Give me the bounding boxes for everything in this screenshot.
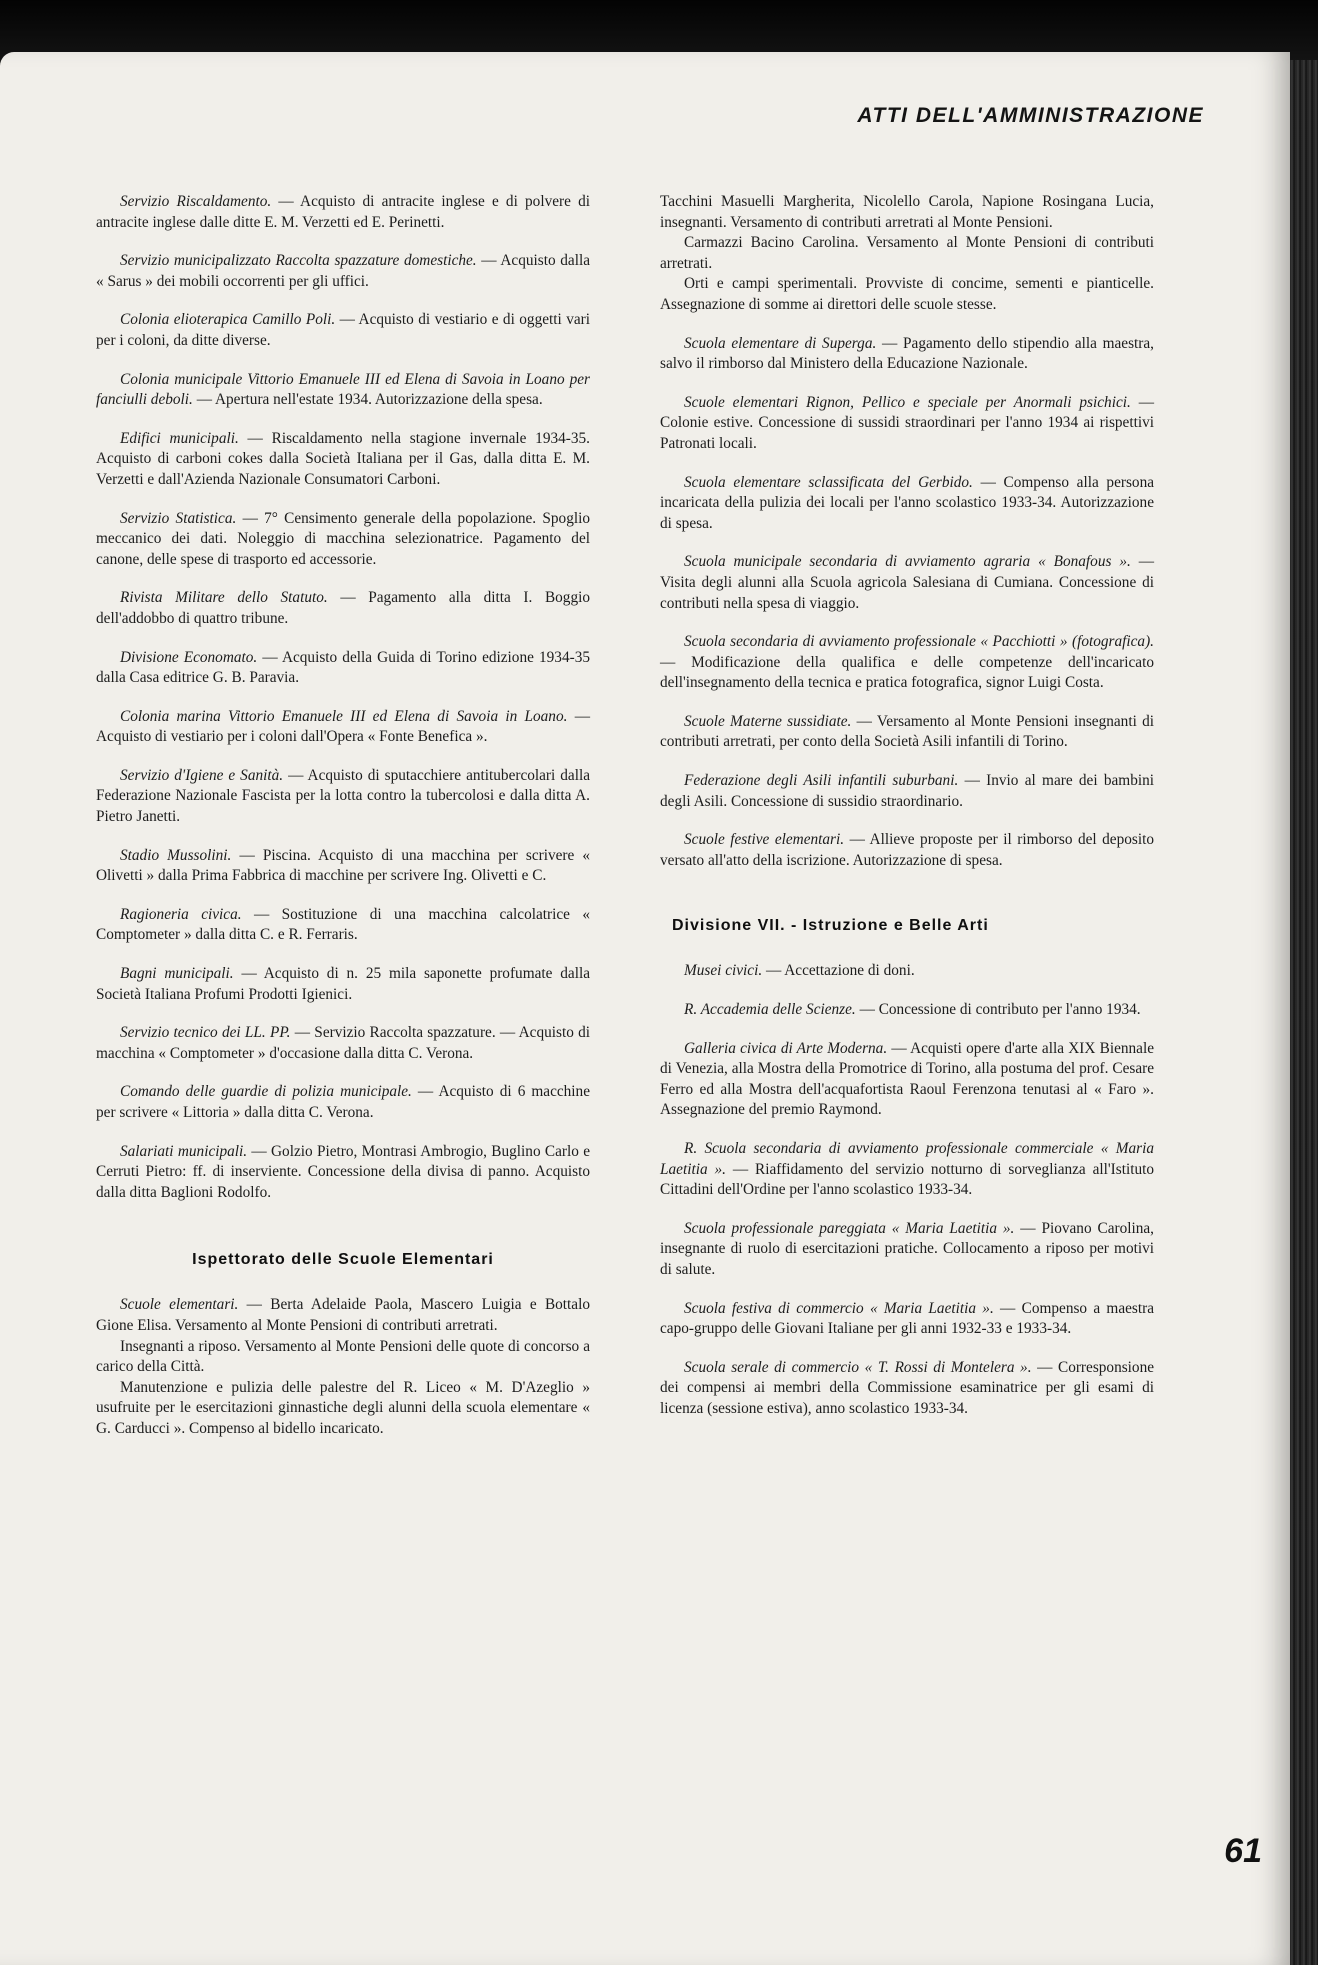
- page-header: ATTI DELL'AMMINISTRAZIONE: [857, 104, 1204, 127]
- entry-heading: Scuole Materne sussidiate.: [684, 712, 852, 730]
- entry-heading: Divisione Economato.: [120, 648, 258, 666]
- entry-body: — Colonie estive. Concessione di sussidi straordinari per l'anno 1934 ai rispettivi Patronati locali.: [660, 393, 1154, 452]
- entry-colonia-loano: [96, 370, 590, 411]
- entry-scuola-professionale-laetitia: [660, 1219, 1154, 1281]
- entry-heading: Rivista Militare dello Statuto.: [120, 589, 328, 607]
- entry-heading: Musei civici.: [684, 962, 763, 980]
- entry-body: — Accettazione di doni.: [762, 962, 915, 980]
- entry-musei-civici: [660, 961, 1154, 982]
- section-title-ispettorato: Ispettorato delle Scuole Elementari: [192, 1251, 494, 1269]
- entry-heading: Scuola festiva di commercio « Maria Laetitia ».: [684, 1299, 994, 1317]
- entry-scuola-superga: [660, 334, 1154, 375]
- entry-heading: Scuola elementare sclassificata del Gerbido.: [684, 473, 973, 491]
- entry-heading: Galleria civica di Arte Moderna.: [684, 1039, 888, 1057]
- entry-body: — Acquisto della Guida di Torino edizione 1934-35 dalla Casa editrice G. B. Paravia.: [96, 648, 590, 687]
- entry-scuola-serale-commercio: [660, 1358, 1154, 1420]
- entry-paragraph: Insegnanti a riposo. Versamento al Monte Pensioni delle quote di concorso a carico della Città.: [96, 1337, 590, 1376]
- entry-body: — Riscaldamento nella stagione invernale 1934-35. Acquisto di carboni cokes dalla Società Italiana per il Gas, dalla ditta E. M. Verzetti e dall'Azienda Nazionale Consumatori Carboni.: [96, 429, 590, 488]
- entry-paragraph: Carmazzi Bacino Carolina. Versamento al Monte Pensioni di contributi arretrati.: [660, 234, 1154, 272]
- entry-paragraph: Manutenzione e pulizia delle palestre del R. Liceo « M. D'Azeglio » usufruite per le esercitazioni ginnastiche degli alunni della scuola elementare « G. Carducci ». Compenso al bidello incaricato.: [96, 1378, 590, 1437]
- entry-ragioneria-civica: [96, 905, 590, 946]
- entry-body: — Invio al mare dei bambini degli Asili. Concessione di sussidio straordinario.: [660, 772, 1155, 810]
- entry-scuola-bonafous: [660, 552, 1154, 614]
- entry-heading: Scuole elementari.: [120, 1296, 239, 1314]
- entry-heading: Scuole festive elementari.: [684, 831, 845, 849]
- entry-intro-continuation: [660, 192, 1154, 316]
- entry-heading: Bagni municipali.: [120, 965, 234, 983]
- entry-body: — Apertura nell'estate 1934. Autorizzazione della spesa.: [192, 391, 543, 409]
- entry-body: — Acquisto di n. 25 mila saponette profumate dalla Società Italiana Profumi Prodotti Igienici.: [96, 965, 590, 1003]
- entry-scuola-commerciale-laetitia: [660, 1139, 1154, 1201]
- entry-body: — Acquisto dalla « Sarus » dei mobili occorrenti per gli uffici.: [96, 252, 590, 290]
- entry-body: — Riaffidamento del servizio notturno di sorveglianza all'Istituto Cittadini dell'Ordine per l'anno scolastico 1933-34.: [660, 1160, 1154, 1199]
- entry-paragraph: Orti e campi sperimentali. Provviste di concime, sementi e pianticelle. Assegnazione di somme ai direttori delle scuole stesse.: [660, 275, 1154, 313]
- entry-colonia-elioterapica: [96, 310, 590, 351]
- entry-body: — Sostituzione di una macchina calcolatrice « Comptometer » dalla ditta C. e R. Ferraris.: [96, 905, 590, 944]
- entry-heading: Scuola serale di commercio « T. Rossi di Montelera ».: [684, 1358, 1032, 1376]
- entry-heading: Scuola secondaria di avviamento professionale « Pacchiotti » (fotografica).: [684, 633, 1154, 651]
- entry-paragraph: Tacchini Masuelli Margherita, Nicolello Carola, Napione Rosingana Lucia, insegnanti. Versamento di contributi arretrati al Monte Pensioni.: [660, 193, 1154, 231]
- entry-body: — Versamento al Monte Pensioni insegnanti di contributi arretrati, per conto della Società Asili infantili di Torino.: [660, 712, 1155, 751]
- entry-servizio-statistica: [96, 509, 590, 571]
- entry-heading: Edifici municipali.: [120, 429, 239, 447]
- entry-federazione-asili: [660, 771, 1154, 812]
- entry-servizio-riscaldamento: [96, 192, 590, 233]
- entry-body: — Acquisto di antracite inglese e di polvere di antracite inglese dalle ditte E. M. Verzetti ed E. Perinetti.: [96, 193, 590, 231]
- entry-body: — Pagamento dello stipendio alla maestra, salvo il rimborso dal Ministero della Educazione Nazionale.: [660, 334, 1154, 373]
- entry-scuola-gerbido: [660, 473, 1154, 535]
- entry-comando-guardie: [96, 1082, 590, 1123]
- entry-scuole-elementari: [96, 1295, 590, 1439]
- entry-body: — Corresponsione dei compensi ai membri della Commissione esaminatrice per gli esami di licenza (sessione estiva), anno scolastico 1933-34.: [660, 1358, 1155, 1417]
- entry-first-paragraph: [96, 1295, 590, 1336]
- entry-scuola-pacchiotti: [660, 632, 1154, 694]
- entry-body: — Acquisto di vestiario e di oggetti vari per i coloni, da ditte diverse.: [96, 311, 590, 349]
- entry-body: — Acquisto di vestiario per i coloni dall'Opera « Fonte Benefica ».: [96, 707, 590, 746]
- entry-body: — Berta Adelaide Paola, Mascero Luigia e Bottalo Gione Elisa. Versamento al Monte Pensioni di contributi arretrati.: [96, 1296, 590, 1334]
- entry-heading: Comando delle guardie di polizia municipale.: [120, 1083, 412, 1101]
- entry-servizio-tecnico: [96, 1023, 590, 1064]
- entry-heading: Federazione degli Asili infantili suburbani.: [684, 772, 959, 790]
- entry-heading: Servizio Riscaldamento.: [120, 193, 272, 210]
- entry-body: — Compenso a maestra capo-gruppo delle Giovani Italiane per gli anni 1932-33 e 1933-34.: [660, 1299, 1154, 1338]
- entry-igiene-sanita: [96, 766, 590, 828]
- entry-heading: R. Scuola secondaria di avviamento professionale commerciale « Maria Laetitia ».: [660, 1140, 1154, 1178]
- entry-bagni-municipali: [96, 964, 590, 1005]
- entry-heading: Colonia elioterapica Camillo Poli.: [120, 311, 336, 329]
- entry-heading: Salariati municipali.: [120, 1142, 248, 1160]
- entry-heading: Scuola professionale pareggiata « Maria Laetitia ».: [684, 1219, 1015, 1237]
- entry-body: — Acquisti opere d'arte alla XIX Biennale di Venezia, alla Mostra della Promotrice di Torino, alla postuma del prof. Cesare Ferro ed alla Mostra dell'acquafortista Raoul Ferenzona tenutasi al « Faro ». Assegnazione del premio Raymond.: [660, 1039, 1155, 1119]
- entry-body: — Concessione di contributo per l'anno 1934.: [855, 1001, 1141, 1019]
- entry-heading: Ragioneria civica.: [120, 905, 242, 923]
- entry-body: — 7° Censimento generale della popolazione. Spoglio meccanico dei dati. Noleggio di macchina selezionatrice. Pagamento del canone, delle spese di trasporto ed accessorie.: [96, 509, 590, 568]
- entry-body: — Pagamento alla ditta I. Boggio dell'addobbo di quattro tribune.: [96, 589, 590, 627]
- page-number: 61: [1224, 1832, 1262, 1870]
- entry-body: — Servizio Raccolta spazzature. — Acquisto di macchina « Comptometer » d'occasione dalla ditta C. Verona.: [96, 1024, 590, 1062]
- entry-scuole-festive: [660, 830, 1154, 871]
- entry-stadio-mussolini: [96, 846, 590, 887]
- entry-heading: Servizio municipalizzato Raccolta spazzature domestiche.: [120, 252, 477, 270]
- entry-body: — Modificazione della qualifica e delle competenze dell'incaricato dell'insegnamento della tecnica e pratica fotografica, signor Luigi Costa.: [660, 653, 1154, 692]
- entry-salariati-municipali: [96, 1142, 590, 1204]
- entry-divisione-economato: [96, 648, 590, 689]
- right-column: [660, 192, 1154, 1438]
- entry-scuola-festiva-commercio: [660, 1299, 1154, 1340]
- entry-body: — Piovano Carolina, insegnante di ruolo di esercitazioni pratiche. Collocamento a riposo per motivi di salute.: [660, 1219, 1154, 1278]
- entry-heading: Servizio d'Igiene e Sanità.: [120, 766, 284, 784]
- entry-heading: Servizio Statistica.: [120, 509, 237, 527]
- entry-scuole-materne: [660, 712, 1154, 753]
- entry-scuole-rignon: [660, 393, 1154, 455]
- entry-edifici-municipali: [96, 429, 590, 491]
- entry-heading: R. Accademia delle Scienze.: [684, 1001, 856, 1019]
- entry-heading: Scuola elementare di Superga.: [684, 334, 877, 352]
- entry-body: — Piscina. Acquisto di una macchina per scrivere « Olivetti » dalla Prima Fabbrica di macchine per scrivere Ing. Olivetti e C.: [96, 846, 591, 885]
- entry-heading: Colonia marina Vittorio Emanuele III ed Elena di Savoia in Loano.: [120, 707, 568, 725]
- entry-heading: Scuola municipale secondaria di avviamento agraria « Bonafous ».: [684, 553, 1131, 571]
- page-edge: [1290, 60, 1318, 1965]
- entry-heading: Colonia municipale Vittorio Emanuele III ed Elena di Savoia in Loano per fanciulli deboli.: [96, 370, 590, 409]
- entry-heading: Stadio Mussolini.: [120, 846, 232, 864]
- entry-accademia-scienze: [660, 1000, 1154, 1021]
- entry-body: — Compenso alla persona incaricata della pulizia dei locali per l'anno scolastico 1933-34. Autorizzazione di spesa.: [660, 473, 1155, 532]
- section-title-divisione-vii: Divisione VII. - Istruzione e Belle Arti: [672, 917, 989, 935]
- entry-colonia-marina: [96, 707, 590, 748]
- entry-galleria-arte-moderna: [660, 1039, 1154, 1121]
- entry-heading: Scuole elementari Rignon, Pellico e speciale per Anormali psichici.: [684, 393, 1131, 411]
- entry-body: — Acquisto di sputacchiere antitubercolari dalla Federazione Nazionale Fascista per la lotta contro la tubercolosi e dalla ditta A. Pietro Janetti.: [96, 766, 590, 826]
- entry-raccolta-spazzature: [96, 251, 590, 292]
- entry-rivista-militare: [96, 588, 590, 629]
- left-column: [96, 192, 590, 1458]
- entry-heading: Servizio tecnico dei LL. PP.: [120, 1024, 291, 1042]
- entry-body: — Allieve proposte per il rimborso del deposito versato all'atto della iscrizione. Autorizzazione di spesa.: [660, 831, 1154, 869]
- entry-body: — Visita degli alunni alla Scuola agricola Salesiana di Cumiana. Concessione di contributi nella spesa di viaggio.: [660, 553, 1154, 612]
- entry-body: — Acquisto di 6 macchine per scrivere « Littoria » dalla ditta C. Verona.: [96, 1083, 590, 1121]
- entry-body: — Golzio Pietro, Montrasi Ambrogio, Buglino Carlo e Cerruti Pietro: ff. di inserviente. Concessione della divisa di panno. Acquisto dalla ditta Baglioni Rodolfo.: [96, 1142, 590, 1201]
